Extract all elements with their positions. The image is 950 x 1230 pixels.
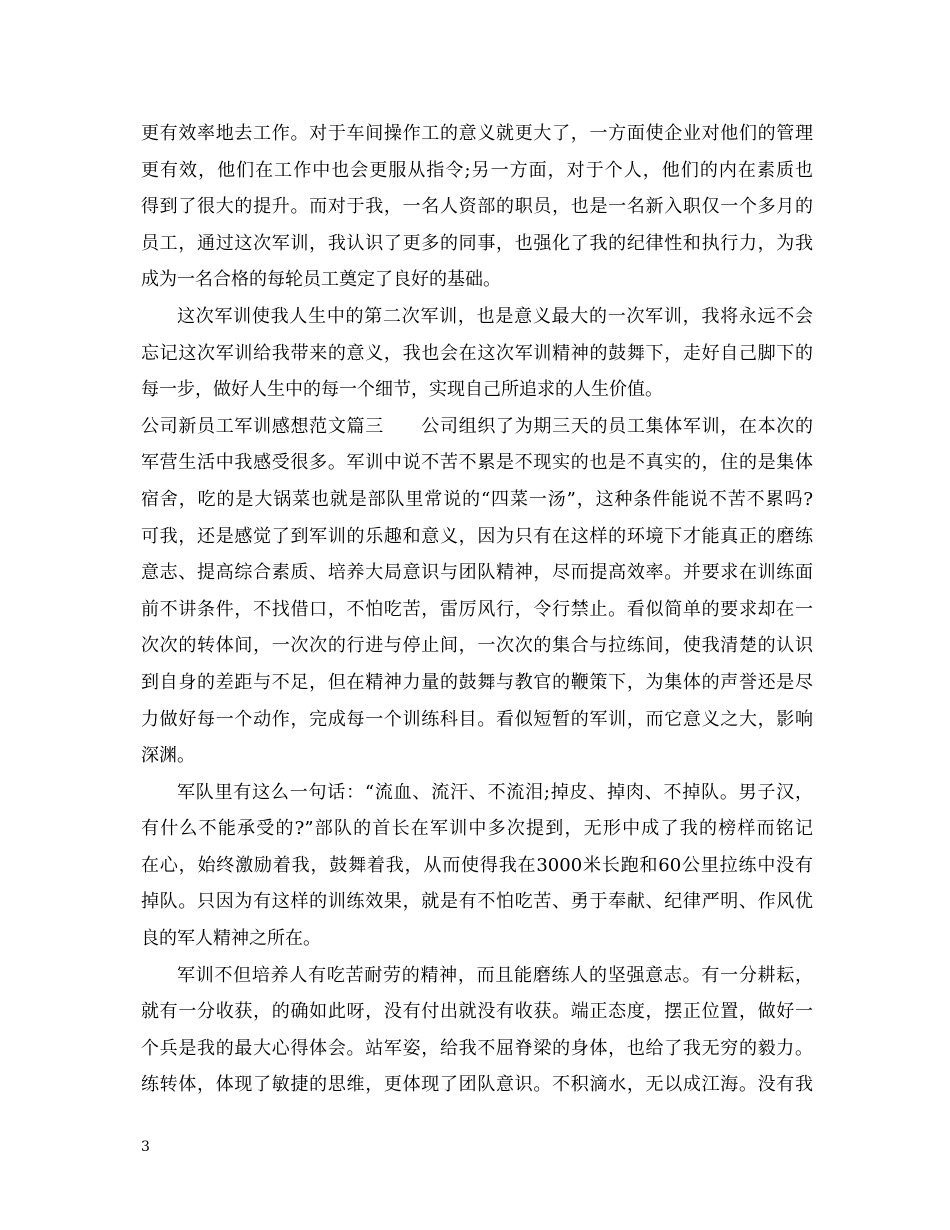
text-line: 前不讲条件，不找借口，不怕吃苦，雷厉风行，令行禁止。看似简单的要求却在一: [141, 598, 813, 620]
page-number: 3: [141, 1139, 150, 1155]
text-line: 公司新员工军训感想范文篇三 公司组织了为期三天的员工集体军训，在本次的: [141, 415, 813, 437]
text-line: 可我，还是感觉了到军训的乐趣和意义，因为只有在这样的环境下才能真正的磨练: [141, 525, 813, 547]
text-line: 得到了很大的提升。而对于我，一名人资部的职员，也是一名新入职仅一个多月的: [141, 196, 813, 218]
document-body: [141, 116, 813, 1104]
text-line: 在心，始终激励着我，鼓舞着我，从而使得我在3000米长跑和60公里拉练中没有: [141, 854, 813, 876]
text-line: 忘记这次军训给我带来的意义，我也会在这次军训精神的鼓舞下，走好自己脚下的: [141, 342, 813, 364]
text-line: 更有效，他们在工作中也会更服从指令;另一方面，对于个人，他们的内在素质也: [141, 159, 813, 181]
text-line: 每一步，做好人生中的每一个细节，实现自己所追求的人生价值。: [141, 379, 663, 401]
text-line: 意志、提高综合素质、培养大局意识与团队精神，尽而提高效率。并要求在训练面: [141, 562, 813, 584]
text-line: 掉队。只因为有这样的训练效果，就是有不怕吃苦、勇于奉献、纪律严明、作风优: [141, 891, 813, 913]
text-line: 军队里有这么一句话：“流血、流汗、不流泪;掉皮、掉肉、不掉队。男子汉，: [177, 781, 813, 803]
text-line: 次次的转体间，一次次的行进与停止间，一次次的集合与拉练间，使我清楚的认识: [141, 635, 813, 657]
text-line: 更有效率地去工作。对于车间操作工的意义就更大了，一方面使企业对他们的管理: [141, 123, 813, 144]
text-line: 军训不但培养人有吃苦耐劳的精神，而且能磨练人的坚强意志。有一分耕耘，: [177, 964, 813, 986]
text-line: 力做好每一个动作，完成每一个训练科目。看似短暂的军训，而它意义之大，影响: [141, 708, 813, 730]
text-line: 练转体，体现了敏捷的思维，更体现了团队意识。不积滴水，无以成江海。没有我: [141, 1074, 813, 1096]
text-line: 深渊。: [141, 745, 195, 767]
text-line: 就有一分收获，的确如此呀，没有付出就没有收获。端正态度，摆正位置，做好一: [141, 1001, 813, 1023]
text-line: 个兵是我的最大心得体会。站军姿，给我不屈脊梁的身体，也给了我无穷的毅力。: [141, 1037, 813, 1059]
text-line: 良的军人精神之所在。: [141, 928, 321, 950]
text-line: 这次军训使我人生中的第二次军训，也是意义最大的一次军训，我将永远不会: [177, 305, 813, 327]
text-line: 员工，通过这次军训，我认识了更多的同事，也强化了我的纪律性和执行力，为我: [141, 232, 813, 254]
text-line: 宿舍，吃的是大锅菜也就是部队里常说的“四菜一汤”，这种条件能说不苦不累吗?: [141, 488, 813, 510]
text-line: 成为一名合格的每轮员工奠定了良好的基础。: [141, 269, 501, 291]
text-line: 有什么不能承受的?”部队的首长在军训中多次提到，无形中成了我的榜样而铭记: [141, 818, 813, 840]
text-line: 军营生活中我感受很多。军训中说不苦不累是不现实的也是不真实的，住的是集体: [141, 452, 813, 474]
text-line: 到自身的差距与不足，但在精神力量的鼓舞与教官的鞭策下，为集体的声誉还是尽: [141, 671, 813, 693]
